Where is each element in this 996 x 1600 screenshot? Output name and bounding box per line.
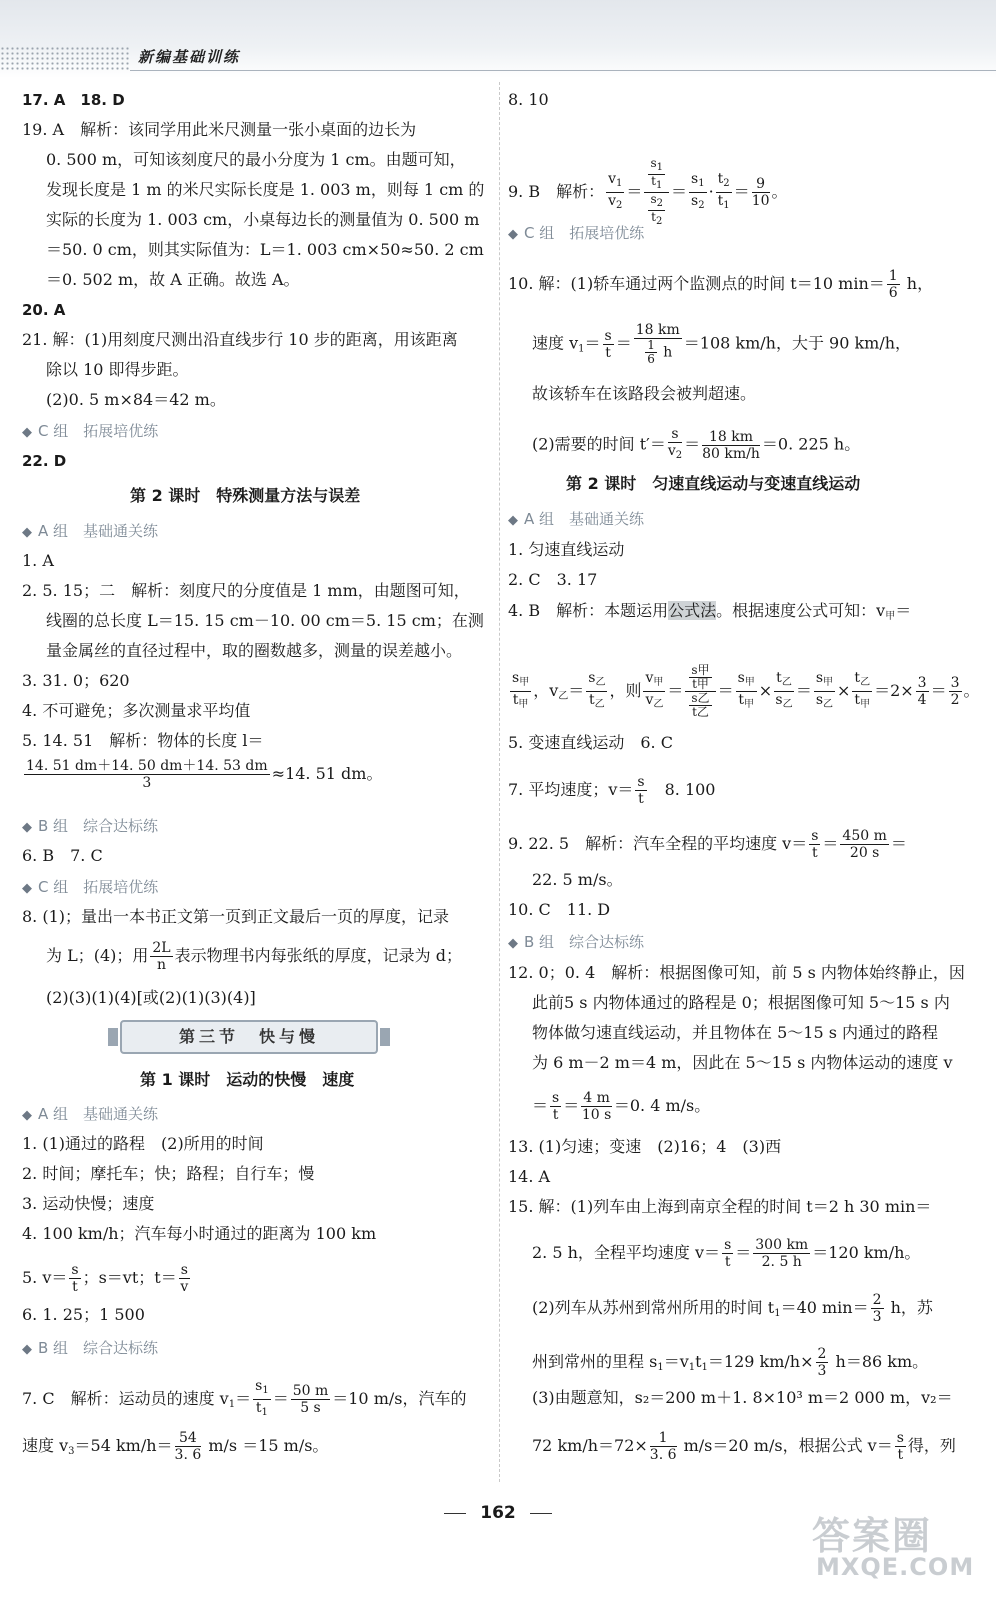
motion-answer-15-line: (3)由题意知，s₂＝200 m＋1. 8×10³ m＝2 000 m，v₂＝	[532, 1388, 953, 1407]
group-heading	[22, 1104, 158, 1126]
group-heading	[508, 509, 644, 531]
fraction: $\frac{18 km}{80 km/h}$	[702, 428, 760, 462]
speed-answer-6: 6. 1. 25；1 500	[22, 1305, 145, 1324]
watermark-line1: 答案圈	[812, 1514, 933, 1558]
section-title: 第 1 课时 运动的快慢 速度	[140, 1070, 355, 1089]
fraction: $\frac{9}{10}$	[751, 176, 770, 209]
fraction: 18 km $\frac{1}{6}$ h	[635, 322, 680, 366]
motion-answer-1: 1. 匀速直线运动	[508, 540, 625, 559]
answer-19-line: 0. 500 m，可知该刻度尺的最小分度为 1 cm。由题可知，	[46, 150, 466, 169]
fraction: $\frac{50 m}{5 s}$	[292, 1383, 329, 1416]
answer-19-line: ＝0. 502 m，故 A 正确。故选 A。	[46, 270, 300, 289]
motion-answer-15-line: 2. 5 h，全程平均速度 v＝ $\frac{s}{t}$ ＝ $\frac{300 km}{2. 5 h}$ ＝120 km/h。	[532, 1237, 921, 1270]
motion-answer-10-11: 10. C 11. D	[508, 900, 611, 919]
speed-answer-3: 3. 运动快慢；速度	[22, 1194, 155, 1213]
answer-20: 20. A	[22, 301, 66, 319]
answer-21-line: 除以 10 即得步距。	[46, 360, 189, 379]
speed-answer-1: 1. (1)通过的路程 (2)所用的时间	[22, 1134, 264, 1153]
answer-8-line: (2)(3)(1)(4)[或(2)(1)(3)(4)]	[46, 988, 256, 1007]
speed-answer-2: 2. 时间；摩托车；快；路程；自行车；慢	[22, 1164, 315, 1183]
group-heading	[22, 877, 158, 899]
answer-10-r-line: (2)需要的时间 t′＝ $\frac{s}{v_2}$ ＝ $\frac{18 km}{80 km/h}$ ＝0. 225 h。	[532, 426, 860, 464]
page-number: 162	[0, 1503, 996, 1523]
answer-8-line: 8. (1)；量出一本书正文第一页到正文最后一页的厚度，记录	[22, 907, 450, 926]
group-heading-label: B 组 综合达标练	[38, 817, 159, 835]
diamond-icon: ◆	[22, 1108, 32, 1123]
diamond-icon: ◆	[22, 881, 32, 896]
answer-19-line: 发现长度是 1 m 的米尺实际长度是 1. 003 m，则每 1 cm 的	[46, 180, 485, 199]
group-heading	[22, 521, 158, 543]
answer-2-line: 线圈的总长度 L＝15. 15 cm－10. 00 cm＝5. 15 cm；在测	[46, 611, 484, 630]
group-heading-label: C 组 拓展培优练	[38, 422, 159, 440]
answer-2-line: 2. 5. 15；二 解析：刻度尺的分度值是 1 mm，由题图可知，	[22, 581, 470, 600]
group-heading	[22, 816, 158, 838]
diamond-icon: ◆	[508, 513, 518, 528]
diamond-icon: ◆	[22, 425, 32, 440]
motion-answer-7-8: 7. 平均速度；v＝ $\frac{s}{t}$ 8. 100	[508, 774, 716, 807]
fraction: $\frac{s_1}{t_1}$	[255, 1378, 269, 1418]
fraction: $\frac{s}{t}$	[604, 327, 612, 361]
watermark	[800, 1505, 980, 1585]
diamond-icon: ◆	[22, 1342, 32, 1357]
group-heading-label: C 组 拓展培优练	[524, 224, 645, 242]
fraction: $\frac{s}{v_2}$	[667, 426, 683, 461]
group-heading-label: A 组 基础通关练	[524, 510, 645, 528]
answer-9-r: 9. B 解析： $\frac{v_1}{v_2}$ ＝ $\frac{\frac{s_1}{t_1}}{\frac{s_2}{t_2}}$ ＝ $\frac{s_1}{s_2}$ · $\frac{t_2}{t_1}$ ＝ $\frac{9}{10}$ 。	[508, 156, 788, 227]
watermark-line2: MXQE.COM	[816, 1553, 975, 1581]
motion-answer-12-line: 物体做匀速直线运动，并且物体在 5～15 s 内通过的路程	[532, 1023, 939, 1042]
group-heading-label: C 组 拓展培优练	[38, 878, 159, 896]
answer-8-r: 8. 10	[508, 90, 549, 109]
speed-answer-7: 7. C 解析：运动员的速度 $v_1=$ $\frac{s_1}{t_1}$ ＝ $\frac{50 m}{5 s}$ ＝10 m/s，汽车的	[22, 1378, 466, 1421]
diamond-icon: ◆	[508, 227, 518, 242]
answer-17-18: 17. A 18. D	[22, 91, 125, 109]
fraction: $\frac{1}{6}$	[888, 268, 898, 301]
header-dot-pattern	[0, 46, 130, 72]
group-heading	[508, 932, 644, 954]
answer-19-line: ＝50. 0 cm，则其实际值为：L＝1. 003 cm×50≈50. 2 cm	[46, 240, 484, 259]
speed-answer-5: 5. v＝ $\frac{s}{t}$ ；s＝vt；t＝ $\frac{s}{v}$	[22, 1262, 189, 1295]
motion-answer-2-3: 2. C 3. 17	[508, 570, 598, 589]
answer-10-r-line: 故该轿车在该路段会被判超速。	[532, 384, 757, 403]
motion-answer-12-line: 12. 0；0. 4 解析：根据图像可知，前 5 s 内物体始终静止，因	[508, 963, 965, 982]
answer-2-line: 量金属丝的直径过程中，取的圈数越多，测量的误差越小。	[46, 641, 463, 660]
highlight: 公式法	[668, 601, 717, 620]
fraction: $\frac{s}{v}$	[180, 1262, 189, 1295]
motion-answer-12-line: ＝ $\frac{s}{t}$ ＝ $\frac{4 m}{10 s}$ ＝0. 4 m/s。	[532, 1090, 711, 1123]
speed-answer-4: 4. 100 km/h；汽车每小时通过的距离为 100 km	[22, 1224, 377, 1243]
motion-answer-14: 14. A	[508, 1167, 551, 1186]
answer-1: 1. A	[22, 551, 54, 570]
answer-6-7: 6. B 7. C	[22, 846, 103, 865]
motion-answer-4: 4. B 解析：本题运用公式法。根据速度公式可知：$v_甲=$	[508, 601, 912, 622]
group-heading	[508, 223, 644, 245]
answer-22: 22. D	[22, 452, 67, 470]
fraction: $\frac{s_1}{s_2}$	[691, 171, 705, 211]
group-heading-label: B 组 综合达标练	[38, 1339, 159, 1357]
motion-answer-12-line: 此前5 s 内物体通过的路程是 0；根据图像可知 5～15 s 内	[532, 993, 950, 1012]
section-banner: 第三节 快与慢	[120, 1020, 378, 1054]
diamond-icon: ◆	[508, 936, 518, 951]
fraction: $\frac{v_1}{v_2}$	[608, 171, 623, 211]
answer-21-line: 21. 解：(1)用刻度尺测出沿直线步行 10 步的距离，用该距离	[22, 330, 458, 349]
answer-4: 4. 不可避免；多次测量求平均值	[22, 701, 251, 720]
group-heading	[22, 421, 158, 443]
answer-19-line: 19. A 解析：该同学用此米尺测量一张小桌面的边长为	[22, 120, 417, 139]
answer-3: 3. 31. 0；620	[22, 671, 130, 690]
diamond-icon: ◆	[22, 820, 32, 835]
group-heading	[22, 1338, 158, 1360]
motion-answer-5-6: 5. 变速直线运动 6. C	[508, 733, 673, 752]
fraction: $\frac{14. 51 dm+14. 50 dm+14. 53 dm}{3}$	[26, 758, 268, 791]
motion-answer-15-line: (2)列车从苏州到常州所用的时间 $t_1=40$ min＝ $\frac{2}{3}$ h，苏	[532, 1292, 933, 1325]
header-title: 新编基础训练	[138, 48, 241, 66]
fraction: $\frac{2L}{n}$	[152, 940, 171, 973]
fraction: $\frac{t_2}{t_1}$	[717, 171, 730, 211]
motion-answer-15-line: 15. 解：(1)列车由上海到南京全程的时间 t＝2 h 30 min＝	[508, 1197, 932, 1216]
answer-21-line: (2)0. 5 m×84＝42 m。	[46, 390, 226, 409]
group-heading-label: A 组 基础通关练	[38, 1105, 159, 1123]
motion-answer-15-line: 72 km/h＝72× $\frac{1}{3. 6}$ m/s＝20 m/s，根据公式 v＝ $\frac{s}{t}$ 得，列	[532, 1430, 956, 1463]
motion-answer-12-line: 为 6 m－2 m＝4 m，因此在 5～15 s 内物体运动的速度 v	[532, 1053, 953, 1072]
header-rule	[130, 70, 996, 71]
answer-5-formula: $\frac{14. 51 dm+14. 50 dm+14. 53 dm}{3}$ ≈14. 51 dm。	[26, 758, 383, 791]
motion-answer-9-line: 22. 5 m/s。	[532, 870, 623, 889]
motion-answer-15-line: 州到常州的里程 $s_1=v_1t_1=129$ km/h× $\frac{2}{3}$ h＝86 km。	[532, 1346, 929, 1379]
group-heading-label: A 组 基础通关练	[38, 522, 159, 540]
answer-8-line: 为 L；(4)；用 $\frac{2L}{n}$ 表示物理书内每张纸的厚度，记录为 d；	[46, 940, 462, 973]
motion-answer-9: 9. 22. 5 解析：汽车全程的平均速度 v＝ $\frac{s}{t}$ ＝ $\frac{450 m}{20 s}$ ＝	[508, 828, 907, 861]
group-heading-label: B 组 综合达标练	[524, 933, 645, 951]
fraction: $\frac{s}{t}$	[71, 1262, 79, 1295]
column-divider	[499, 82, 500, 1482]
fraction: $\frac{\frac{s_1}{t_1}}{\frac{s_2}{t_2}}$	[644, 157, 669, 228]
speed-answer-7-line: 速度 $v_3=54$ km/h＝ $\frac{54}{3. 6}$ m/s ＝15 m/s。	[22, 1430, 329, 1463]
answer-19-line: 实际的长度为 1. 003 cm，小桌每边长的测量值为 0. 500 m	[46, 210, 480, 229]
motion-answer-13: 13. (1)匀速；变速 (2)16；4 (3)西	[508, 1137, 782, 1156]
fraction: $\frac{54}{3. 6}$	[174, 1430, 202, 1463]
section-title: 第 2 课时 匀速直线运动与变速直线运动	[566, 474, 861, 493]
diamond-icon: ◆	[22, 525, 32, 540]
motion-answer-4-formula: $\frac{s_甲}{t_甲}$ ，$v_乙=$ $\frac{s_乙}{t_乙}$ ，则 $\frac{v_甲}{v_乙}$ ＝ $\frac{\frac{\text{s甲}}{\text{t甲}}}{\frac{\text{s乙}}{\text{t乙}}}$ ＝ $\frac{s_甲}{t_甲}$ × $\frac{t_乙}{s_乙}$ ＝ $\frac{s_甲}{s_乙}$ × $\frac{t_乙}{t_甲}$ ＝2× $\frac{3}{4}$ ＝ $\frac{3}{2}$ 。	[512, 663, 980, 719]
section-title: 第 2 课时 特殊测量方法与误差	[130, 486, 361, 505]
answer-10-r-line: 10. 解：(1)轿车通过两个监测点的时间 t＝10 min＝ $\frac{1}{6}$ h，	[508, 268, 934, 301]
answer-5-line: 5. 14. 51 解析：物体的长度 l＝	[22, 731, 264, 750]
answer-10-r-line: 速度 $v_1=$ $\frac{s}{t}$ ＝ 18 km $\frac{1}{6}$ h ＝108 km/h，大于 90 km/h，	[532, 322, 912, 366]
